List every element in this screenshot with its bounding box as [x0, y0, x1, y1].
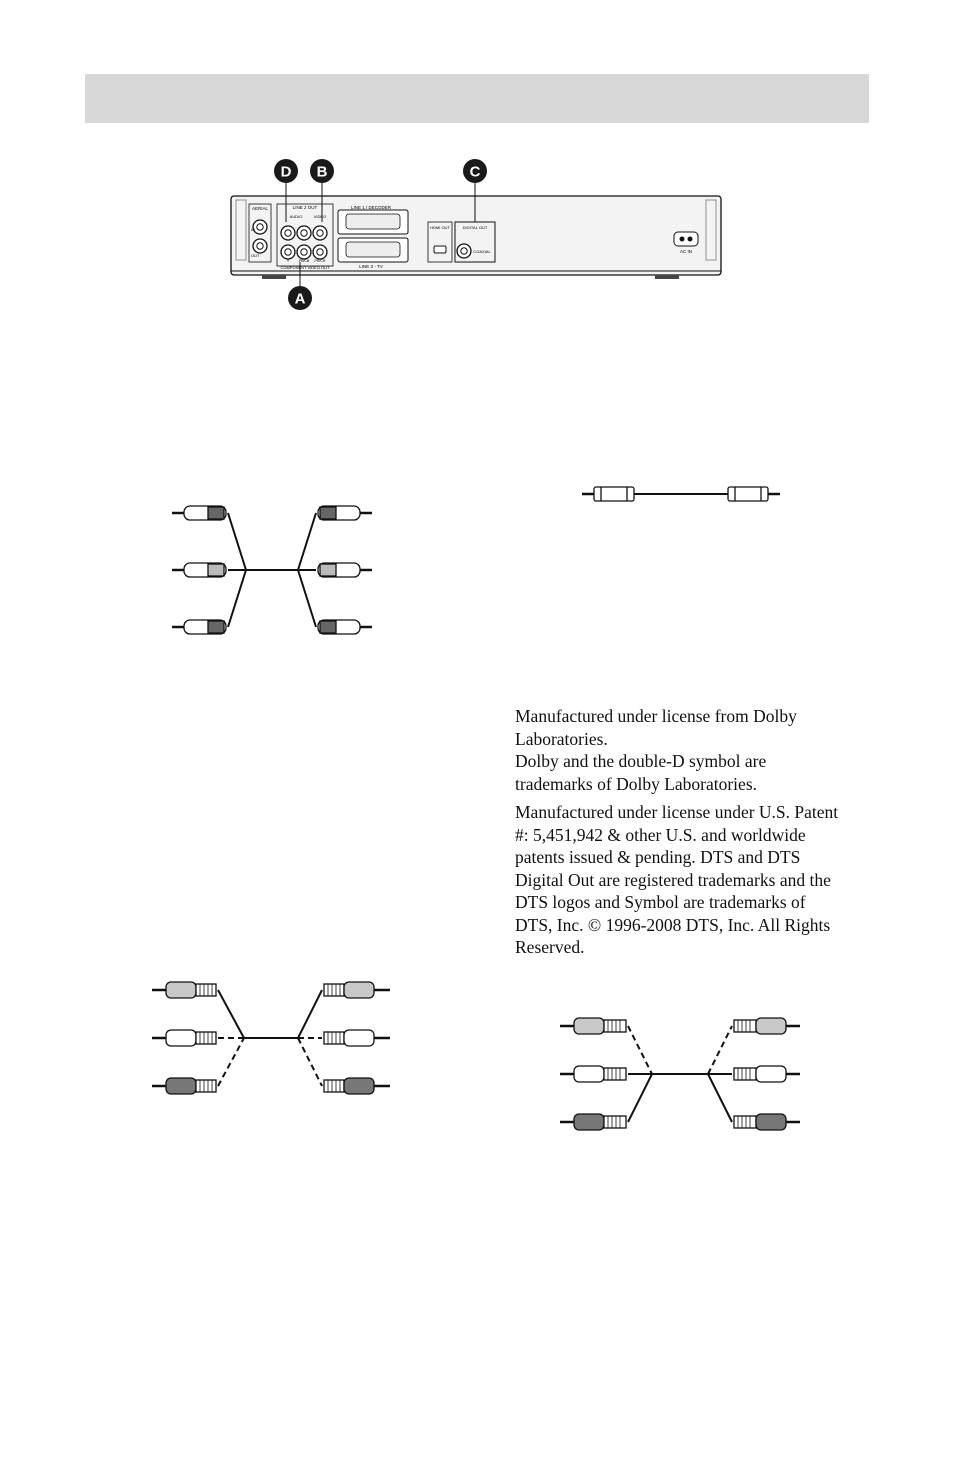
- rear-panel-figure: [220, 150, 740, 320]
- dts-notice-line: DTS logos and Symbol are trademarks of: [515, 892, 806, 912]
- component-plug-right-bottom: [318, 620, 372, 634]
- coaxial-jack: [457, 244, 471, 258]
- coaxial-label: COAXIAL: [473, 249, 491, 254]
- av-plug-right-fig-left-1: [560, 1018, 626, 1034]
- dolby-notice-line: trademarks of Dolby Laboratories.: [515, 773, 758, 794]
- component-pb-label: PB/CB: [298, 259, 310, 263]
- video-label: VIDEO: [313, 214, 327, 219]
- av-plug-left-2: [152, 1030, 216, 1046]
- dolby-notice-line: Dolby and the double-D symbol are: [515, 751, 767, 771]
- component-pr-label: PR/CR: [314, 259, 326, 263]
- callout-c: C: [469, 163, 481, 181]
- dts-notice-line: patents issued & pending. DTS and DTS: [515, 847, 801, 867]
- av-plug-right-fig-right-1: [734, 1018, 800, 1034]
- av-plug-right-fig-right-2: [734, 1066, 800, 1082]
- av-plug-right-2: [324, 1030, 390, 1046]
- callout-b: B: [316, 163, 328, 181]
- component-video-cable-figure: [165, 495, 380, 640]
- av-plug-left-1: [152, 982, 216, 998]
- dolby-notice-line: Laboratories.: [515, 728, 608, 749]
- av-plug-right-fig-right-3: [734, 1114, 800, 1130]
- av-cable-figure-right: [555, 1010, 805, 1140]
- component-plug-left-bottom: [172, 620, 226, 634]
- dts-notice-line: Digital Out are registered trademarks and the: [515, 869, 831, 890]
- component-pr-jack: [313, 245, 327, 259]
- av-plug-left-3: [152, 1078, 216, 1094]
- audio-label: AUDIO: [289, 214, 303, 219]
- video-out-jack: [313, 226, 327, 240]
- dolby-notice: [515, 705, 867, 795]
- aerial-out-label: OUT: [251, 253, 260, 258]
- component-plug-right-top: [318, 506, 372, 520]
- aerial-in-jack: [253, 220, 267, 234]
- av-plug-right-1: [324, 982, 390, 998]
- component-plug-left-top: [172, 506, 226, 520]
- av-plug-right-3: [324, 1078, 390, 1094]
- av-plug-right-fig-left-2: [560, 1066, 626, 1082]
- aerial-in-label: IN: [251, 227, 255, 232]
- callout-d: D: [280, 163, 292, 181]
- audio-r-jack: [297, 226, 311, 240]
- coaxial-plug-left: [582, 487, 634, 501]
- aerial-label: AERIAL: [251, 206, 269, 211]
- component-y-label: Y: [286, 259, 290, 263]
- hdmi-out-label: HDMI OUT: [430, 225, 450, 230]
- coaxial-plug-right: [728, 487, 780, 501]
- section-header-band: [85, 74, 869, 123]
- line1-decoder-label: LINE 1 / DECODER: [350, 205, 392, 210]
- audio-l-jack: [281, 226, 295, 240]
- dts-notice-line: Reserved.: [515, 937, 585, 957]
- av-cable-figure-left: [148, 975, 398, 1100]
- line3-tv-label: LINE 3 - TV: [359, 264, 383, 269]
- dts-notice-line: Manufactured under license under U.S. Patent: [515, 802, 839, 822]
- component-y-jack: [281, 245, 295, 259]
- line2-out-label: LINE 2 OUT: [292, 205, 318, 210]
- dts-notice-line: DTS, Inc. © 1996-2008 DTS, Inc. All Rights: [515, 914, 831, 935]
- component-plug-left-middle: [172, 563, 226, 577]
- ac-in-label: AC IN: [679, 249, 693, 254]
- component-plug-right-middle: [318, 563, 372, 577]
- coaxial-cable-figure: [578, 482, 783, 508]
- component-pb-jack: [297, 245, 311, 259]
- hdmi-port: [434, 246, 446, 253]
- aerial-out-jack: [253, 239, 267, 253]
- digital-out-label: DIGITAL OUT: [462, 225, 488, 230]
- component-video-out-label: COMPONENT VIDEO OUT: [280, 265, 330, 270]
- dts-notice: [515, 801, 867, 959]
- callout-a: A: [294, 290, 306, 308]
- dts-notice-line: #: 5,451,942 & other U.S. and worldwide: [515, 824, 806, 845]
- dolby-notice-line: Manufactured under license from Dolby: [515, 706, 797, 726]
- ac-in-socket: [674, 232, 698, 246]
- av-plug-right-fig-left-3: [560, 1114, 626, 1130]
